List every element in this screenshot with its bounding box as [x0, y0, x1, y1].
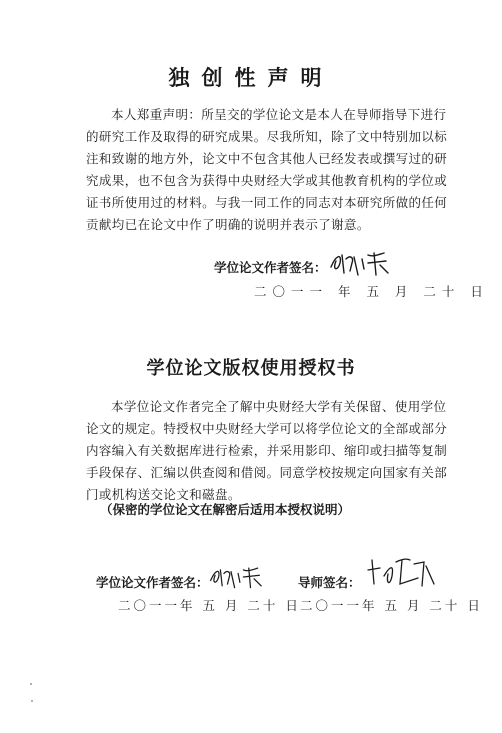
authorization-line: 内容编入有关数据库进行检索，并采用影印、缩印或扫描等复制: [86, 443, 448, 458]
author-handwritten-signature: [328, 249, 398, 277]
advisor-signature-label: 导师签名：: [298, 575, 361, 590]
advisor-date: 二〇一一年 五 月 二十 日: [300, 598, 483, 613]
declaration-line: 贡献均已在论文中作了明确的说明并表示了谢意。: [86, 217, 370, 232]
advisor-handwritten-signature: [366, 556, 438, 590]
declaration-line: 究成果，也不包含为获得中央财经大学或其他教育机构的学位或: [86, 173, 448, 188]
declaration-paragraph: [86, 104, 448, 236]
authorization-line: 门或机构送交论文和磁盘。: [86, 487, 241, 502]
authorization-paragraph: [86, 396, 448, 506]
authorization-line: 本学位论文作者完全了解中央财经大学有关保留、使用学位: [111, 399, 447, 414]
scan-speck: [30, 683, 32, 685]
declaration-title: 独创性声明: [168, 66, 334, 90]
author-handwritten-signature-2: [208, 563, 270, 591]
declaration-signature-label: 学位论文作者签名：: [214, 260, 327, 275]
author-signature-label: 学位论文作者签名：: [96, 575, 209, 590]
authorization-line: 手段保存、汇编以供查阅和借阅。同意学校按规定向国家有关部: [86, 465, 448, 480]
authorization-line: 论文的规定。特授权中央财经大学可以将学位论文的全部或部分: [86, 421, 448, 436]
confidential-note: （保密的学位论文在解密后适用本授权说明）: [100, 502, 351, 517]
scan-speck: [31, 700, 33, 702]
declaration-line: 本人郑重声明：所呈交的学位论文是本人在导师指导下进行: [111, 107, 447, 122]
author-date: 二〇一一年 五 月 二十 日: [118, 598, 301, 613]
declaration-line: 注和致谢的地方外，论文中不包含其他人已经发表或撰写过的研: [86, 151, 448, 166]
declaration-date: 二〇一一 年 五 月 二十 日: [254, 284, 489, 299]
authorization-title: 学位论文版权使用授权书: [146, 358, 356, 379]
declaration-line: 证书所使用过的材料。与我一同工作的同志对本研究所做的任何: [86, 195, 448, 210]
declaration-line: 的研究工作及取得的研究成果。尽我所知，除了文中特别加以标: [86, 129, 448, 144]
